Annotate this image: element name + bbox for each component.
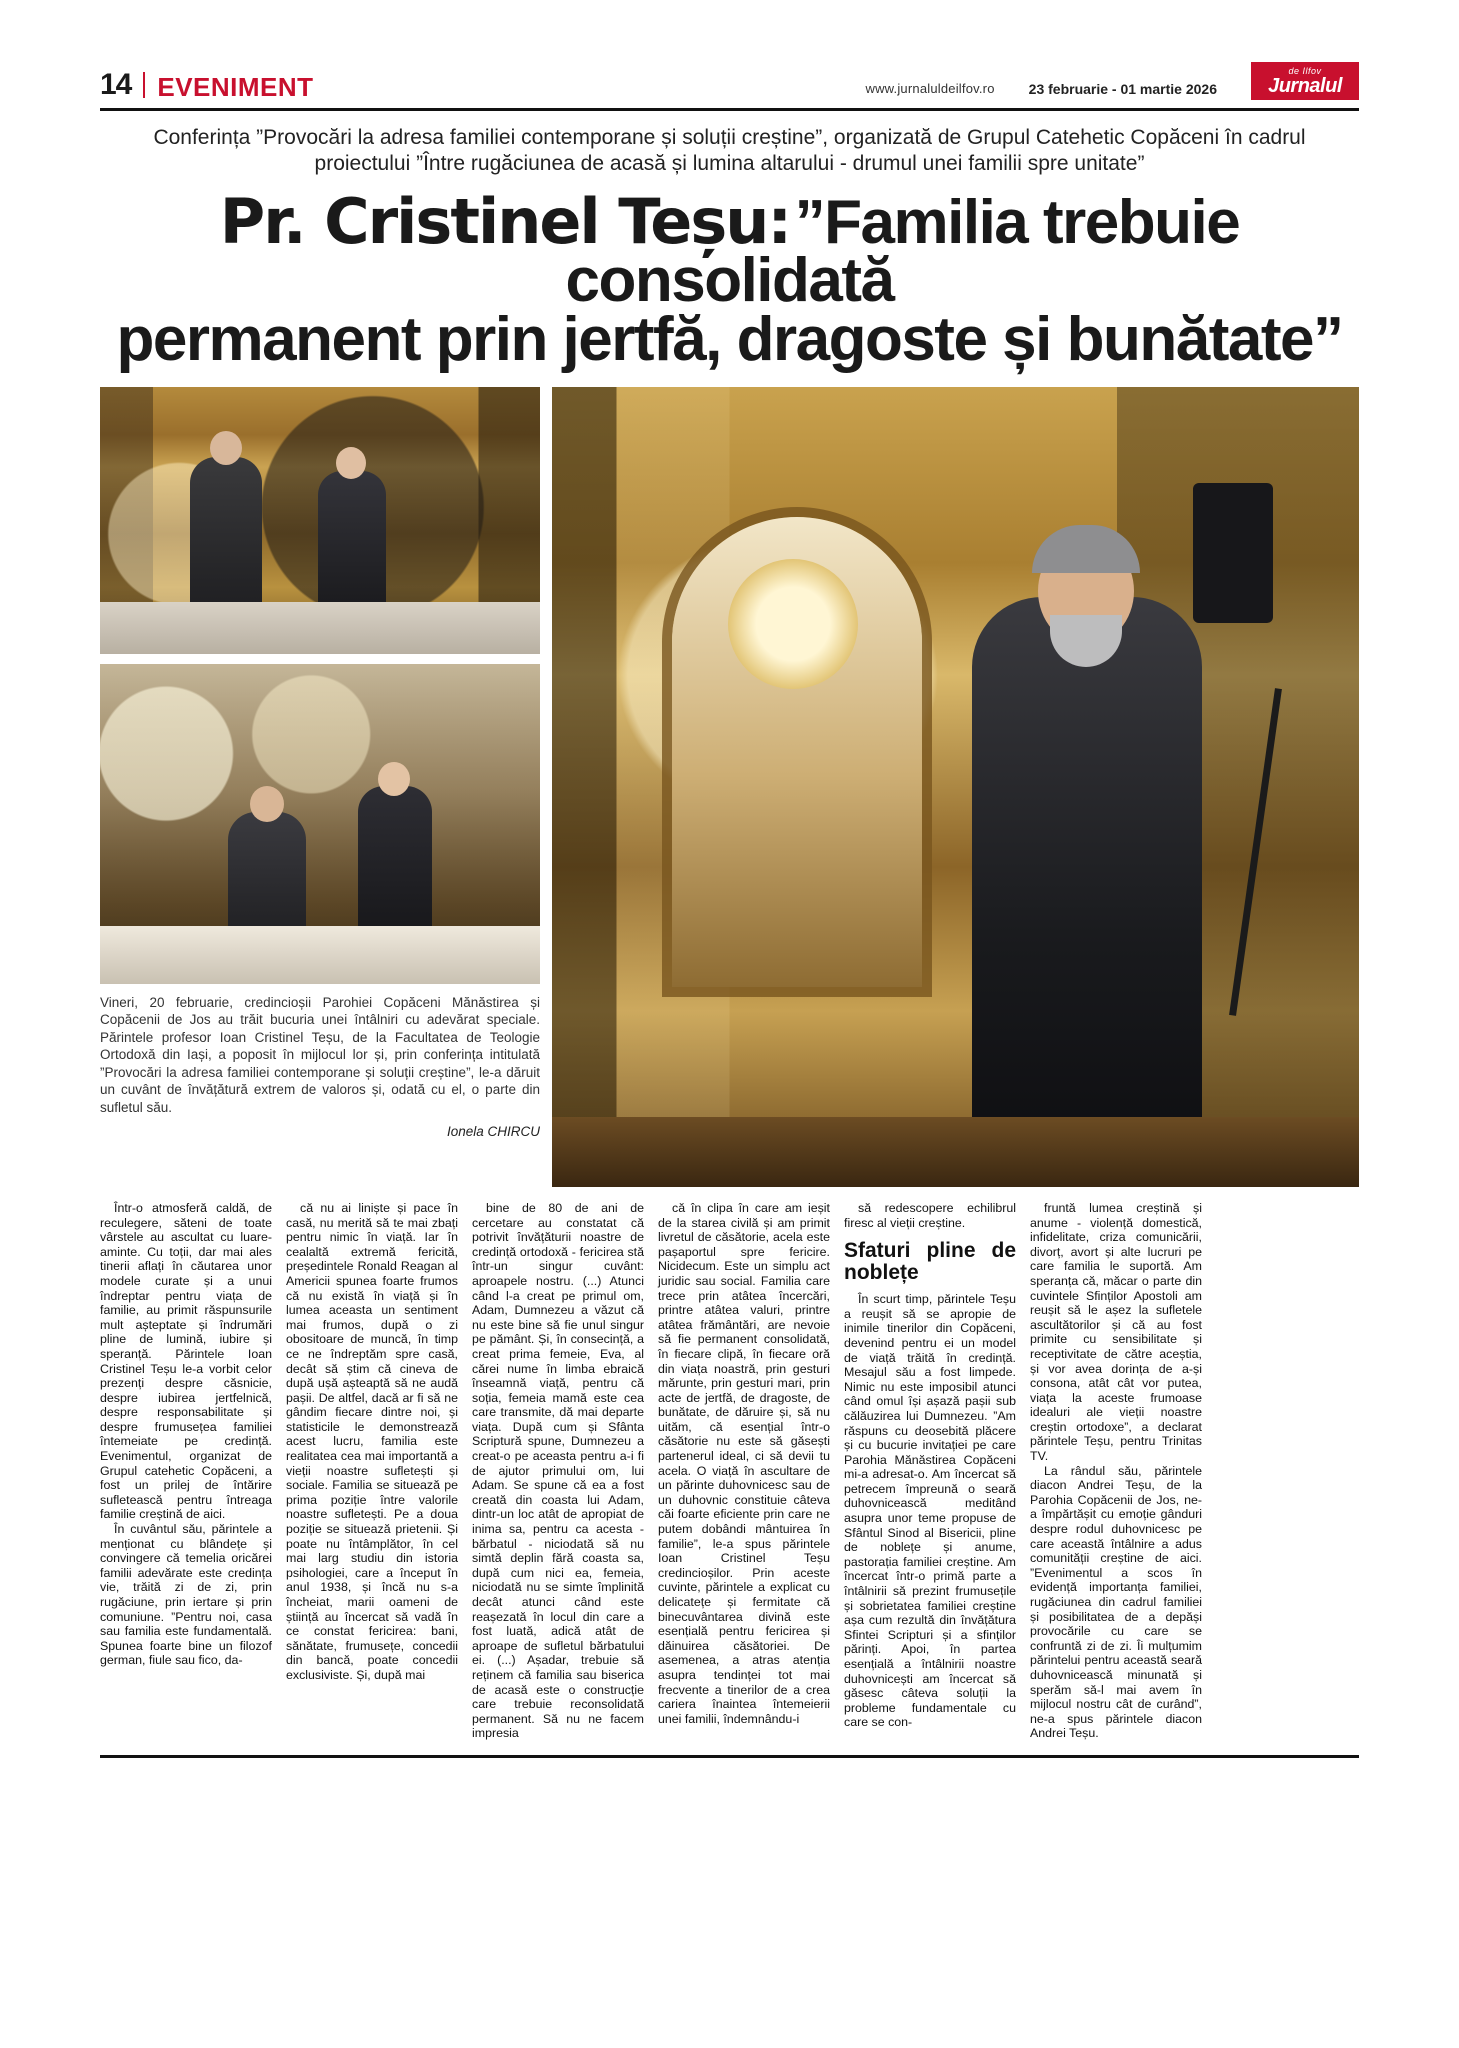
- paragraph: fruntă lumea creștină și anume - violență domestică, infidelitate, criza comunicării, divorț, avort și alte lucruri pe care familia le suportă. Am speranța că, măcar o parte din cuvintele Sfinților Apostoli am reușit să le așez la sufletele ascultătorilor și că au fost primite cu sensibilitate și receptivitate de către aceștia, și vor avea dorința de a-și consona, atât cât vor putea, viața la aceste frumoase idealuri ale vieții noastre creștin ortodoxe”, a declarat părintele Teșu, pentru Trinitas TV.: [1030, 1200, 1202, 1464]
- bottom-rule: [100, 1755, 1359, 1758]
- publication-logo: [1251, 62, 1359, 100]
- paragraph: să redescopere echilibrul firesc al vieții creștine.: [844, 1200, 1016, 1230]
- photo-table: [100, 926, 540, 984]
- photo-floor: [552, 1117, 1359, 1187]
- headline-quote-line2: permanent prin jertfă, dragoste și bunătate”: [116, 305, 1343, 375]
- headline-speaker: Pr. Cristinel Teșu:: [219, 185, 791, 258]
- paragraph: În scurt timp, părintele Teșu a reușit să se apropie de inimile tinerilor din Copăceni, devenind pentru ei un model de viață trăită în credință. Mesajul său a fost limpede. Nimic nu este imposibil atunci când omul își așază pașii sub călăuzirea lui Dumnezeu. ”Am răspuns cu deosebită plăcere și cu bucurie invitației pe care Parohia Mănăstirea Copăceni mi-a adresat-o. Am încercat să petrecem împreună o seară duhovnicească meditând asupra unor teme propuse de Sfântul Sinod al Bisericii, pline de noblețe și anume, pastorația familiei creștine. Am încercat într-o primă parte a întâlnirii să prezint frumusețile și sobrietatea familiei creștine așa cum rezultă din învățătura Sfintei Scripturi și a sfinților părinți. Apoi, în partea esențială a întâlnirii noastre duhovnicești am încercat să găsesc câteva soluții la probleme fundamentale cu care se con-: [844, 1292, 1016, 1730]
- issue-date: 23 februarie - 01 martie 2026: [1028, 81, 1217, 97]
- logo-title: Jurnalul: [1268, 74, 1342, 97]
- photo-church-interior: [100, 664, 540, 984]
- media-block: [100, 387, 1359, 1187]
- masthead-right: [865, 62, 1359, 100]
- article-column-6: [1030, 1201, 1202, 1741]
- headline-quote-line1: ”Familia trebuie consolidată: [565, 188, 1240, 315]
- paragraph: că nu ai liniște și pace în casă, nu merită să te mai zbați pentru nimic în viață. Iar în cealaltă extremă fericită, președintele Ronald Reagan al Americii spunea foarte frumos că nu există în viață și în lumea aceasta un sentiment mai frumos, după o zi obositoare de muncă, în timp ce ne îndreptăm spre casă, decât să știm că cineva de după ușă așteaptă să ne audă pașii. De altfel, dacă ar fi să ne gândim fiecare dintre noi, și statisticile le demonstrează acest lucru, familia este realitatea cea mai importantă a vieții noastre sufletești și sociale. Familia se situează pe prima poziție între valorile noastre sufletești. Pe a doua poziție se situează prietenii. Și poate nu întâmplător, în cel mai larg studiu din istoria psihologiei, care a început în anul 1938, și încă nu s-a încheiat, marii oameni de știință au încercat să vadă în ce constat fericirea: bani, sănătate, frumusețe, concedii din bancă, poate concedii exclusiviste. Și, după mai: [286, 1200, 458, 1682]
- article-column-1: [100, 1201, 272, 1741]
- page-title: [100, 185, 1359, 375]
- article-column-4: [658, 1201, 830, 1741]
- article-column-2: [286, 1201, 458, 1741]
- photo-priest-speaking: [552, 387, 1359, 1187]
- paragraph: bine de 80 de ani de cercetare au constatat că potrivit învățăturii noastre de credință ortodoxă - fericirea stă într-un singur cuvânt: aproapele nostru. (...) Atunci când l-a creat pe primul om, Adam, Dumnezeu a văzut că nu este bine să fie unul singur pe pământ. Și, în consecință, a creat prima femeie, Eva, al cărei nume în limba ebraică înseamnă viață, pentru că soția, femeia mamă este cea care transmite, dă mai departe viața. După cum și Sfânta Scriptură spune, Dumnezeu a creat-o pe aceasta pentru a-i fi de ajutor primului om, lui Adam. Se spune că ea a fost creată din coasta lui Adam, dintr-un loc atât de apropiat de inima sa, pentru ca acesta - bărbatul - niciodată să nu simtă deplin fără coasta sa, după cum nici ea, femeia, niciodată nu se simte împlinită decât atunci când este reașezată în locul din care a fost luată, adică atât de aproape de sufletul bărbatului ei. (...) Așadar, trebuie să reținem că familia sau biserica de acasă este o construcție care trebuie reconsolidată permanent. Să nu ne facem impresia: [472, 1200, 644, 1741]
- photo-conference-speakers: [100, 387, 540, 654]
- section-label: EVENIMENT: [157, 72, 314, 102]
- author-byline: Ionela CHIRCU: [446, 1124, 540, 1140]
- paragraph: că în clipa în care am ieșit de la starea civilă și am primit livretul de căsătorie, acela este pașaportul spre fericire. Nicidecum. Este un simplu act juridic sau social. Familia care trece prin atâtea încercări, printre atâtea valuri, printre atâtea frământări, are nevoie să fie permanent consolidată, în fiecare clipă, în fiecare oră din viața noastră, prin gesturi mărunte, prin gesturi mari, prin acte de jertfă, de dragoste, de bunătate, de dăruire și, să nu uităm, că esențial într-o căsătorie nu este să găsești partenerul ideal, ci să devii tu acela. O viață în ascultare de un părinte duhovnicesc sau de un duhovnic constituie câteva căi foarte eficiente prin care ne putem dobândi mântuirea în familie”, le-a spus părintele Ioan Cristinel Teșu credincioșilor. Prin aceste cuvinte, părintele a explicat cu delicatețe și fermitate că binecuvântarea divină este esențială pentru fericirea și dăinuirea căsătoriei. De asemenea, a atras atenția asupra tendinței tot mai frecvente a tinerilor de a crea cariera înaintea întemeierii unei familii, îndemnându-i: [658, 1200, 830, 1726]
- page-number: 14: [100, 68, 132, 101]
- paragraph: În cuvântul său, părintele a menționat cu blândețe și convingere că temelia oricărei familii adevărate este credința vie, trăită zi de zi, prin rugăciune, prin iertare și prin comuniune. ”Pentru noi, casa sau familia este fundamentală. Spunea foarte bine un filozof german, fiule sau fico, da-: [100, 1522, 272, 1668]
- article-column-5: [844, 1201, 1016, 1741]
- top-rule: [100, 108, 1359, 111]
- masthead: [100, 0, 1359, 100]
- article-column-3: [472, 1201, 644, 1741]
- photo-caption: Vineri, 20 februarie, credincioșii Parohiei Copăceni Mănăstirea și Copăcenii de Jos au trăit bucuria unei întâlniri cu adevărat speciale. Părintele profesor Ioan Cristinel Teșu, de la Facultatea de Teologie Ortodoxă din Iași, a poposit în mijlocul lor și, prin conferința intitulată ”Provocări la adresa familiei contemporane și soluții creștine”, le-a dăruit un cuvânt de învățătură extrem de valoros și, odată cu el, o parte din sufletul său.: [100, 994, 540, 1115]
- paragraph: Într-o atmosferă caldă, de reculegere, săteni de toate vârstele au ascultat cu luare-aminte. Cu toții, dar mai ales tinerii aflați în căutarea unor modele curate și a unui îndreptar pentru viața de familie, au primit răspunsurile mult așteptate și îndrumări pline de lumină, iubire și speranță. Părintele Ioan Cristinel Teșu le-a vorbit celor prezenți despre căsnicie, despre iubirea jertfelnică, despre responsabilitate și despre frumusețea familiei întemeiate pe credință. Evenimentul, organizat de Grupul catehetic Copăceni, a fost un prilej de întărire sufletească pentru întreaga familie creștină de aici.: [100, 1200, 272, 1522]
- article-body: [100, 1201, 1359, 1741]
- masthead-divider: [143, 72, 145, 98]
- photo-loudspeaker: [1193, 483, 1273, 623]
- paragraph: La rândul său, părintele diacon Andrei Teșu, de la Parohia Copăcenii de Jos, ne-a împărtășit cu emoție gânduri despre rodul duhovnicesc pe care această întâlnire a adus comunității creștine de aici. ”Evenimentul a scos în evidență importanța familiei, rugăciunea din cadrul familiei și posibilitatea de a depăși provocările cu care se confruntă zi de zi. Îi mulțumim părintelui pentru această seară duhovnicească minunată și sperăm să-l mai avem în mijlocul nostru cât de curând”, ne-a spus părintele diacon Andrei Teșu.: [1030, 1463, 1202, 1741]
- photo-priest-body: [972, 597, 1202, 1177]
- logo-subtitle: de Ilfov: [1288, 65, 1322, 76]
- photo-table: [100, 602, 540, 654]
- right-media-column: [552, 387, 1359, 1187]
- article-subheading: Sfaturi pline de noblețe: [844, 1239, 1016, 1285]
- website-url[interactable]: www.jurnaluldeilfov.ro: [865, 81, 995, 96]
- article-kicker: Conferința ”Provocări la adresa familiei contemporane și soluții creștine”, organizată de Grupul Catehetic Copăceni în cadrul proiectului ”Între rugăciunea de acasă și lumina altarului - drumul unei familii spre unitate”: [153, 126, 1306, 175]
- photo-halo: [728, 559, 858, 689]
- left-media-column: [100, 387, 540, 1187]
- photo-icon-panel: [672, 517, 922, 987]
